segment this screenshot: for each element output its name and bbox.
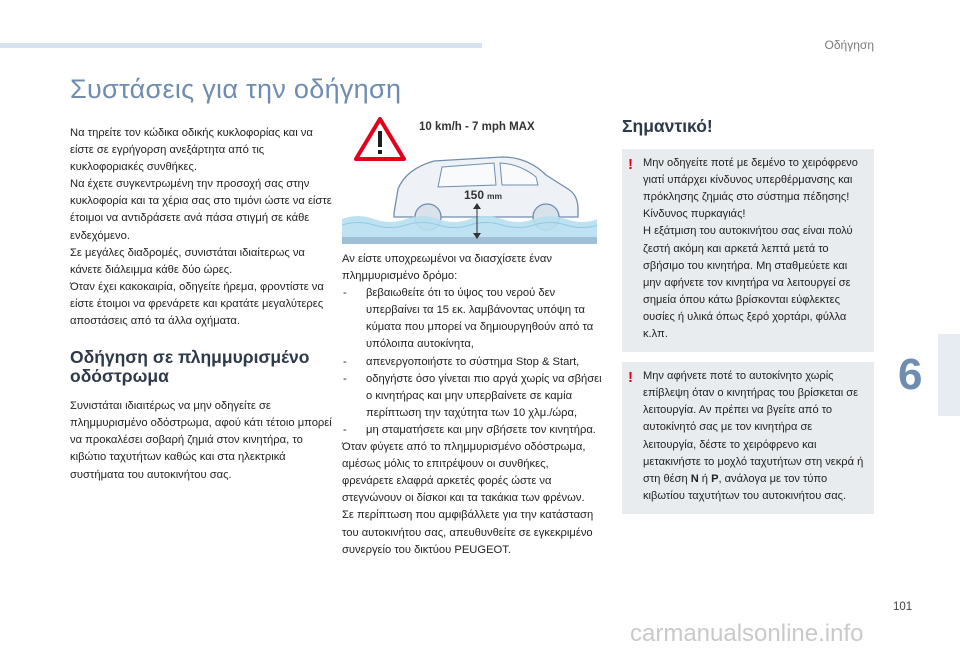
list-item: - οδηγήστε όσο γίνεται πιο αργά χωρίς να σβήσει ο κινητήρας και μην υπερβαίνετε σε καμία περίπτωση την ταχύτητα των 10 χλμ./ώρα, <box>342 371 602 422</box>
chapter-tab <box>938 334 960 416</box>
chapter-number: 6 <box>898 350 923 399</box>
note-text-part: ή <box>698 472 712 485</box>
page-title: Συστάσεις για την οδήγηση <box>70 74 402 104</box>
warning-triangle-icon <box>356 119 404 159</box>
column-left <box>70 125 332 484</box>
header-rule <box>0 43 482 48</box>
flooded-road-heading: Οδήγηση σε πλημμυρισμένο οδόστρωμα <box>70 347 310 387</box>
intro-text: Να τηρείτε τον κώδικα οδικής κυκλοφορίας και να είστε σε εγρήγορση ανεξάρτητα από τις κυκλοφοριακές συνθήκες. Να έχετε συγκεντρωμένη την προσοχή σας στην κυκλοφορία και τα χέρια σας στο τιμόνι ώστε να είστε έτοιμοι να αντιδράσετε ανά πάσα στιγμή σε κάθε ενδεχόμενο. Σε μεγάλες διαδρομές, συνιστάται ιδιαίτερως να κάνετε διάλειμμα κάθε δύο ώρες. Όταν έχει κακοκαιρία, οδηγείτε ήρεμα, φροντίστε να είστε έτοιμοι να φρενάρετε και κρατάτε μεγαλύτερες αποστάσεις από τα άλλα οχήματα. <box>70 127 332 328</box>
gear-n-label: N <box>690 472 699 485</box>
important-heading: Σημαντικό! <box>622 116 713 136</box>
crossing-intro: Αν είστε υποχρεωμένοι να διασχίσετε έναν πλημμυρισμένο δρόμο: <box>342 253 552 283</box>
section-header: Οδήγηση <box>824 38 874 52</box>
note-text-part: , ανάλογα με τον τύπο κιβωτίου ταχυτήτων του αυτοκινήτου σας. <box>643 472 847 502</box>
depth-value: 150 <box>464 188 485 202</box>
gear-p-label: P <box>711 472 719 485</box>
car-in-water-drawing <box>342 117 597 244</box>
note-text-part: Μην αφήνετε ποτέ το αυτοκίνητο χωρίς επίβλεψη όταν ο κινητήρας του βρίσκεται σε λειτουργία. Αν πρέπει να βγείτε από το αυτοκίνητό σας με τον κινητήρα σε λειτουργία, δέστε το χειρόφρενο και μετακινήστε το μοχλό ταχυτήτων στη νεκρά ή στη θέση <box>643 370 864 485</box>
after-crossing-text: Όταν φύγετε από το πλημμυρισμένο οδόστρωμα, αμέσως μόλις το επιτρέψουν οι συνθήκες, φρενάρετε ελαφρά αρκετές φορές ώστε να στεγνώνουν οι δίσκοι και τα τακάκια των φρένων. Σε περίπτωση που αμφιβάλλετε για την κατάσταση του αυτοκινήτου σας, απευθυνθείτε σε εγκεκριμένο συνεργείο του δικτύου PEUGEOT. <box>342 441 594 556</box>
page-number: 101 <box>893 601 913 613</box>
exclamation-icon: ! <box>628 156 633 174</box>
flooded-road-illustration <box>342 117 597 244</box>
warning-note-engine-running <box>622 362 874 514</box>
water-icon <box>342 216 597 244</box>
depth-unit: mm <box>487 191 503 201</box>
list-item: - απενεργοποιήστε το σύστημα Stop & Start, <box>342 354 602 371</box>
list-item: - βεβαιωθείτε ότι το ύψος του νερού δεν υπερβαίνει τα 15 εκ. λαμβάνοντας υπόψη τα κύματα που μπορεί να δημιουργηθούν από τα υπόλοιπα αυτοκίνητα, <box>342 285 602 353</box>
exclamation-icon: ! <box>628 369 633 387</box>
column-right <box>622 118 874 524</box>
watermark: carmanualsonline.info <box>630 620 864 647</box>
speed-limit-label: 10 km/h - 7 mph MAX <box>419 121 535 133</box>
warning-note-handbrake <box>622 149 874 352</box>
flooded-road-text: Συνιστάται ιδιαιτέρως να μην οδηγείτε σε πλημμυρισμένο οδόστρωμα, αφού κάτι τέτοιο μπορεί να προκαλέσει σοβαρή ζημιά στον κινητήρα, το κιβώτιο ταχυτήτων καθώς και στα ηλεκτρικά συστήματα του αυτοκινήτου σας. <box>70 400 332 481</box>
crossing-steps-list <box>342 285 602 439</box>
note-text: Μην οδηγείτε ποτέ με δεμένο το χειρόφρενο γιατί υπάρχει κίνδυνος υπερθέρμανσης και πρόκλησης ζημιάς στο σύστημα πέδησης! Κίνδυνος πυρκαγιάς! Η εξάτμιση του αυτοκινήτου σας είναι πολύ ζεστή ακόμη και αρκετά λεπτά μετά το σβήσιμο του κινητήρα. Μη σταθμεύετε και μην αφήνετε τον κινητήρα να λειτουργεί σε σημεία όπου κάτω βρίσκονται εύφλεκτες ουσίες ή υλικά όπως ξερό χορτάρι, φύλλα κ.λπ. <box>643 157 858 341</box>
list-item: - μη σταματήσετε και μην σβήσετε τον κινητήρα. <box>342 422 602 439</box>
note-text <box>643 368 866 505</box>
column-middle <box>342 251 602 559</box>
